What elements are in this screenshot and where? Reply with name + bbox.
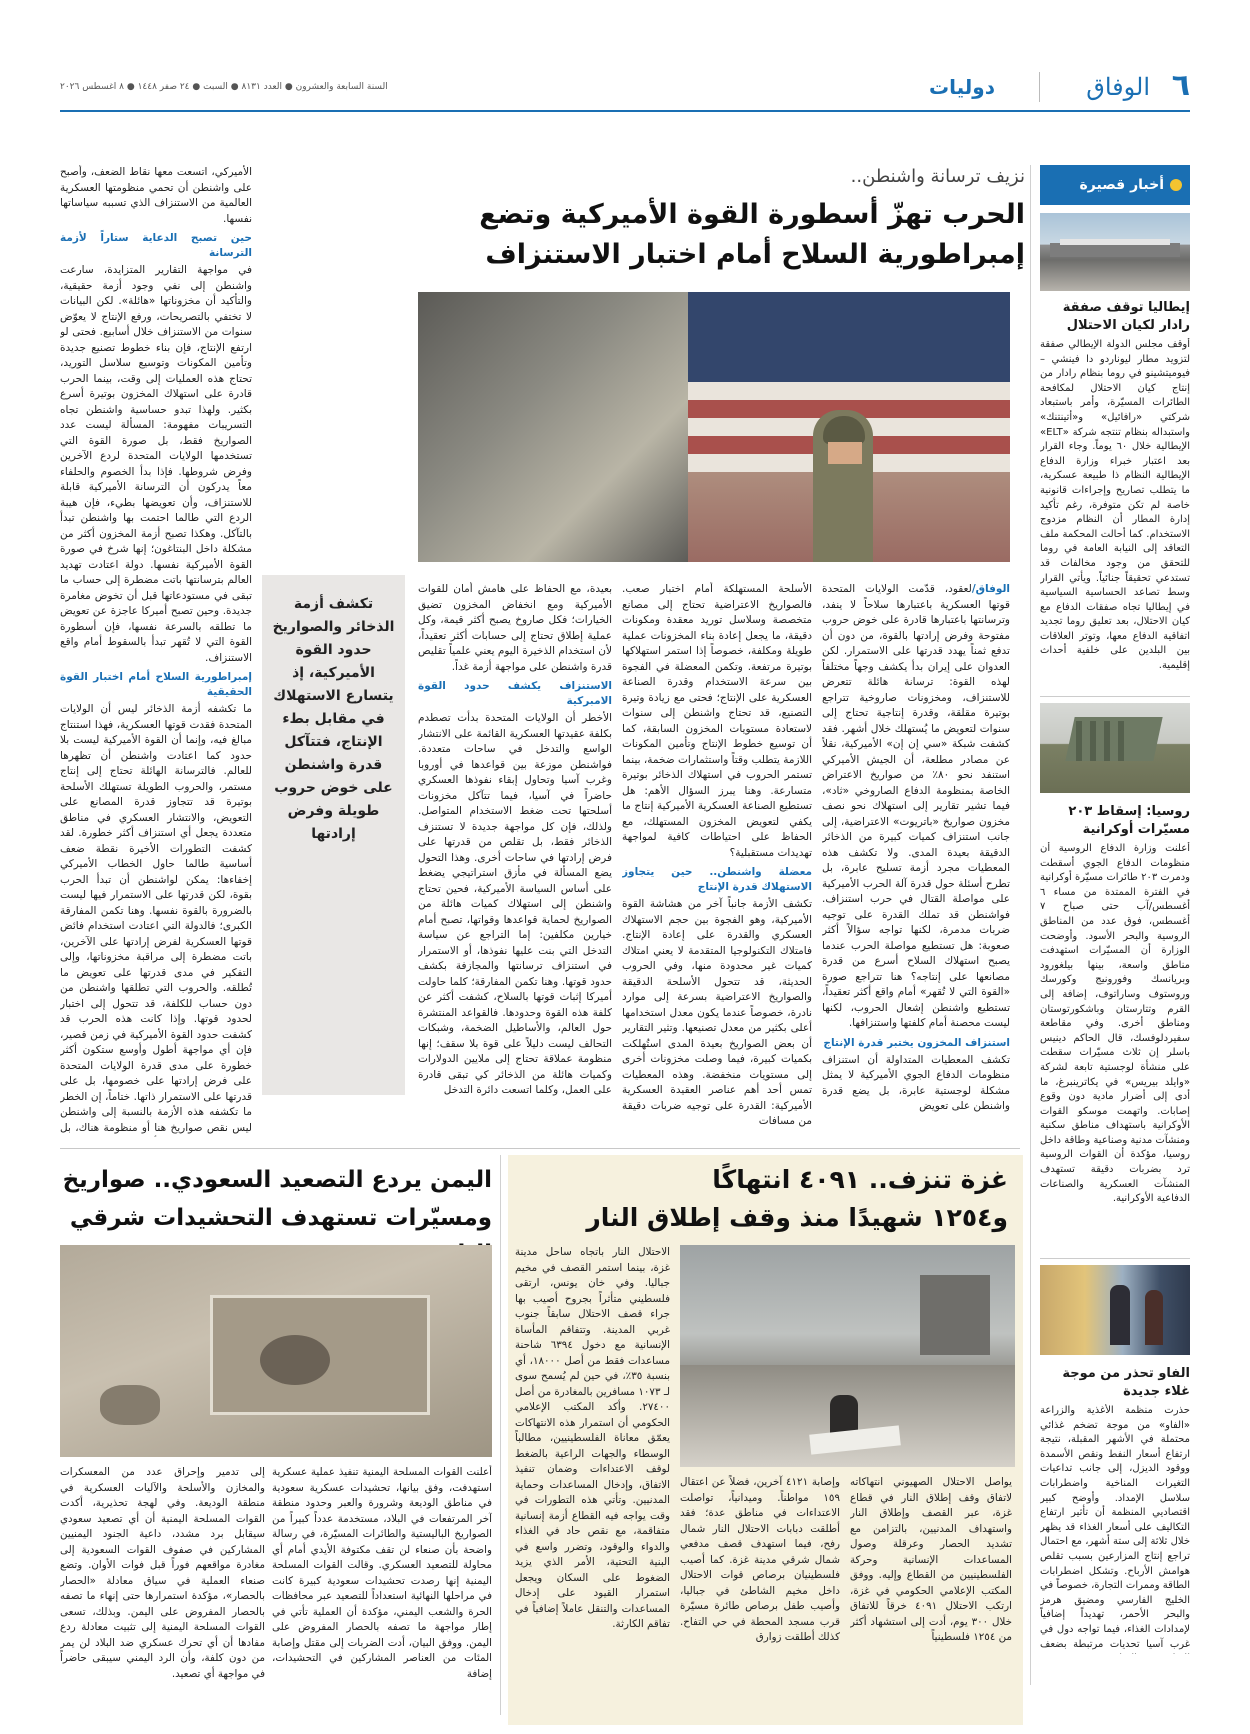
pullquote-box [262, 575, 405, 1095]
main-kicker: نزيف ترسانة واشنطن.. [850, 166, 1025, 187]
paragraph: وإصابة ٤١٢١ آخرين، فضلاً عن اعتقال ١٥٩ مواطناً. وميدانياً، تواصلت الاعتداءات في مناطق عدة؛ فقد أطلقت دبابات الاحتلال النار شمال رفح، فيما استهدف قصف مدفعي شمال شرقي مدينة غزة. كما أصيب فلسطينيان برصاص قوات الاحتلال داخل مخيم الشاطئ في جباليا، وأصيب طفل برصاص طائرة مسيّرة قرب مسجد المحطة في حي التفاح. كذلك أطلقت زوارق [680, 1476, 840, 1643]
subhead: معضلة واشنطن.. حين يتجاوز الاستهلاك قدرة الإنتاج [622, 866, 812, 893]
gaza-rubble-photo [680, 1245, 1015, 1467]
subhead: الاستنزاف يكشف حدود القوة الامبركية [418, 680, 612, 707]
gaza-column [850, 1475, 1012, 1700]
article-column [822, 582, 1010, 1142]
news-title: إيطاليا توقف صفقة رادار لكيان الاحتلال [1062, 300, 1190, 333]
subhead: استنزاف المخزون يختبر قدرة الإنتاج [823, 1036, 1010, 1049]
paragraph: إلى تدمير وإحراق عدد من المعسكرات والمخازن والأسلحة والآليات العسكرية في منطقة الوديعة. وفي لهجة تحذيرية، أكدت القوات المسلحة اليمنية أن أي تصعيد سعودي سيقابل برد مشدد، داعية الجنود اليمنيين المشاركين في صفوف القوات السعودية إلى مغادرة مواقعهم فوراً قبل فوات الأوان. وتضع صنعاء العملية في سياق معادلة «الحصار بالحصار»، مؤكدة استمرارها حتى إنهاء ما تصفه بالحصار المفروض على اليمن. وبذلك، تسعى القوات المسلحة اليمنية إلى تثبيت معادلة ردع مفادها أن أي تحرك عسكري ضد البلاد لن يمر من دون كلفة، وأن الرد اليمني سيبقى حاضراً في مواجهة أي تصعيد. [60, 1466, 265, 1680]
section-rule [60, 1148, 1020, 1149]
badge-dot-icon [1170, 179, 1182, 191]
subhead: إمبراطورية السلاح أمام اختبار القوة الحقيقية [60, 671, 252, 698]
gaza-column [680, 1475, 840, 1700]
soldier-us-flag-photo [418, 292, 1010, 562]
news-title: روسيا: إسقاط ٢٠٣ مسيّرات أوكرانية [1068, 804, 1190, 837]
byline: الوفاق/ [971, 583, 1010, 595]
paragraph: أعلنت القوات المسلحة اليمنية تنفيذ عملية عسكرية استهدفت، وفق بيانها، تحشيدات عسكرية سعودية في مناطق الوديعة وشرورة والعبر وحدود منطقة آخر المرتفعات في البلاد، مستخدمة عدداً كبيراً من الصواريخ الباليستية والطائرات المسيّرة، في رسالة واضحة بأن صنعاء لن تقف مكتوفة الأيدي أمام أي محاولة للتصعيد العسكري. وقالت القوات المسلحة اليمنية إنها رصدت تحشيدات سعودية كبيرة كانت في مراحلها النهائية استعداداً للتصعيد عبر محافظات الحرة والشعب اليمني، مؤكدة أن العملية تأتي في إطار مواجهة ما تصفه بالحصار المفروض على اليمن. ووفق البيان، أدت الضربات إلى مقتل وإصابة المئات من العناصر المشاركين في التحشيدات، إضافة [272, 1466, 492, 1680]
logo-divider [1039, 72, 1040, 102]
gaza-headline-line1: غزة تنزف.. ٤٠٩١ انتهاكًا [712, 1165, 1008, 1194]
gaza-column [515, 1245, 670, 1700]
paragraph: لعقود، قدّمت الولايات المتحدة قوتها العسكرية باعتبارها سلاحاً لا ينفد، وترسانتها باعتبارها قادرة على خوض حروب مفتوحة وفرض إرادتها بالقوة، من دون أن تدفع ثمناً يهدد قدرتها على الاستمرار. لكن العدوان على إيران بدأ يكشف وجهاً مختلفاً لهذه القوة: ترسانة هائلة تتعرض للاستنزاف، ومخزونات صاروخية تتراجع بوتيرة مقلقة، وقدرة إنتاجية تحتاج إلى سنوات لتعويض ما يُستهلك خلال أشهر. فقد كشفت شبكة «سي إن إن» الأميركية، نقلاً عن مصادر مطلعة، أن الجيش الأميركي استنفد نحو ٨٠٪ من صواريخ الاعتراض الخاصة بمنظومة الدفاع الصاروخي «ثاد»، فيما تشير تقارير إلى استهلاك نحو نصف مخزون صواريخ «باتريوت» الاعتراضية، إلى جانب استنزاف كميات كبيرة من الذخائر الدقيقة بعيدة المدى. ولا تكشف هذه المعطيات مجرد أزمة تسليح عابرة، بل تطرح أسئلة حول قدرة آلة الحرب الأميركية على مواصلة القتال في حرب استنزاف. فواشنطن قد تملك القدرة على توجيه ضربات مدمرة، لكنها تواجه سؤالاً أكثر صعوبة: هل تستطيع مواصلة الحرب عندما يصبح استهلاك السلاح أسرع من قدرة مصانعها على إنتاجه؟ هنا تتراجع صورة «القوة التي لا تُقهر» أمام واقع أكثر تعقيداً، تستطيع واشنطن إشعال الحروب، لكنها ليست محصنة أمام كلفتها واستنزافها. [822, 583, 1010, 1029]
yemen-column [272, 1465, 492, 1700]
paragraph: تكشف المعطيات المتداولة أن استنزاف منظومات الدفاع الجوي الأميركية لا يمثل مشكلة لوجستية عابرة، بل يضع قدرة واشنطن على تعويض [822, 1053, 1010, 1112]
article-column [60, 165, 252, 1137]
paragraph: الاحتلال النار باتجاه ساحل مدينة غزة، بينما استمر القصف في مخيم جباليا. وفي خان يونس، ارتقى فلسطيني متأثراً بجروح أصيب بها جراء قصف الاحتلال سابقاً جنوب غربي المدينة. وتتفاقم المأساة الإنسانية مع دخول ٦٣٩٤ شاحنة مساعدات فقط من أصل ١٨٠٠٠، أي بنسبة ٣٥٪، في حين لم يُسمح سوى لـ ١٠٧٣ مسافرين بالمغادرة من أصل ٢٧٤٠٠. وأكد المكتب الإعلامي الحكومي أن استمرار هذه الانتهاكات يعمّق معاناة الفلسطينيين، مطالباً الوسطاء والجهات الراعية بالضغط لوقف الاعتداءات وضمان تنفيذ الاتفاق، وإدخال المساعدات وحماية المدنيين. وتأتي هذه التطورات في وقت يواجه فيه القطاع أزمة إنسانية متفاقمة، مع نقص حاد في الغذاء والدواء والوقود، وتضرر واسع في البنية التحتية، الأمر الذي يزيد الضغوط على السكان ويجعل استمرار القيود على إدخال المساعدات والتنقل عاملاً إضافياً في تفاقم الكارثة. [515, 1246, 670, 1630]
article-column [418, 582, 612, 1142]
news-body: حذرت منظمة الأغذية والزراعة «الفاو» من موجة تضخم غذائي محتملة في الأشهر المقبلة، نتيجة ارتفاع أسعار النفط ونقص الأسمدة ووقود الديزل، إلى جانب تداعيات التغيرات المناخية واضطرابات سلاسل الإمداد. وأوضح كبير اقتصاديي المنظمة أن تأثير ارتفاع التكاليف على أسعار الغذاء قد يظهر خلال ثلاثة إلى ستة أشهر، مع احتمال تراجع إنتاج المزارعين بسبب تقلص هوامش الأرباح. وتشكل اضطرابات الطاقة وممرات التجارة، خصوصاً في الخليج الفارسي ومضيق هرمز والبحر الأحمر، تهديداً إضافياً لإمدادات الغذاء، فيما تواجه دول في غرب آسيا تحديات مرتبطة بضعف [1040, 1405, 1190, 1650]
section-title: دوليات [929, 75, 995, 99]
gaza-headline-line2: و١٢٥٤ شهيدًا منذ وقف إطلاق النار [586, 1203, 1008, 1232]
story-divider [500, 1155, 501, 1715]
article-column [622, 582, 812, 1142]
issue-line: السنة السابعة والعشرون ● العدد ٨١٣١ ● السبت ● ٢٤ صفر ١٤٤٨ ● ٨ اغسطس ٢٠٢٦ [60, 82, 388, 92]
subhead: حين تصبح الدعاية ستاراً لأزمة الترسانة [60, 232, 252, 259]
paragraph: الأخطر أن الولايات المتحدة بدأت تصطدم بكلفة عقيدتها العسكرية القائمة على الانتشار الواسع والتدخل في ساحات متعددة. فواشنطن موزعة بين قواعدها في أوروبا وغرب آسيا وتحاول إبقاء نفوذها العسكري حاضراً في آسيا، فيما تتآكل مخزونات أسلحتها تحت ضغط الاستخدام المتواصل. ولذلك، فإن كل مواجهة جديدة لا تستنزف الذخائر فقط، بل تقلص من قدرتها على فرض إرادتها في ساحات أخرى. وهذا التحول يضع المسألة في مأزق استراتيجي يضغط على أساس السياسة الأميركية، فحين تحتاج واشنطن إلى استهلاك كميات هائلة من الصواريخ لحماية قواعدها وقواتها، تصبح أمام خيارين مكلفين: إما التراجع عن سياسة التدخل التي بنت عليها نفوذها، أو الاستمرار في استنزاف ترسانتها والمجازفة بكشف حدود قوتها. وهنا تكمن المفارقة؛ كلما حاولت أميركا إثبات قوتها بالسلاح، كشفت أكثر عن كلفة هذه القوة وحدودها. فالقواعد المنتشرة حول العالم، والأساطيل الضخمة، وشبكات التحالف ليست دليلاً على قوة بلا سقف؛ إنها منظومة عملاقة تحتاج إلى ملايين الدولارات وكميات هائلة من الذخائر كي تبقى قادرة على العمل، وكلما اتسعت دائرة التدخل [418, 712, 612, 1096]
short-news-badge [1040, 165, 1190, 205]
badge-label: أخبار قصيرة [1079, 177, 1164, 193]
news-body: أعلنت وزارة الدفاع الروسية أن منظومات الدفاع الجوي أسقطت ودمرت ٢٠٣ طائرات مسيّرة أوكرانية في الفترة الممتدة من مساء ٦ أغسطس/آب حتى صباح ٧ أغسطس، فوق عدد من المناطق الروسية والبحر الأسود. وأوضحت الوزارة أن المسيّرات استهدفت مناطق واسعة، بينها بيلغورود وبريانسك وفورونيج وكورسك وروستوف وساراتوف، إضافة إلى القرم وتتارستان وباشكورتوستان ومناطق أخرى. وفي مقاطعة سفيردلوفسك، قال الحاكم دينيس باسلر إن ثلاث مسيّرات سقطت على منشأة لوجستية تابعة لشركة «وايلد بيريس» في يكاترينبرغ، ما أدى إلى أضرار مادية دون وقوع إصابات. واتهمت موسكو القوات الأوكرانية باستهداف مناطق سكنية ومنشآت مدنية وصناعية وطاقة داخل روسيا، مؤكدة أن القوات الروسية ترد بضربات دقيقة تستهدف المنشآت العسكرية والصناعات الدفاعية الأوكرانية. [1040, 843, 1190, 1205]
news-body: أوقف مجلس الدولة الإيطالي صفقة لتزويد مطار ليوناردو دا فينشي – فيوميتشينو في روما بنظام رادار من إنتاج كيان الاحتلال لمكافحة الطائرات المسيّرة، وأمر باستبعاد شركتي «رافائيل» و«أتينتنك» واستبداله بنظام تنتجه شركة «ELT» الإيطالية خلال ٦٠ يوماً. وجاء القرار بعد اعتبار خبراء وزارة الدفاع الإيطالية النظام ذا طبيعة عسكرية، ما يتطلب تصاريح وإجراءات قانونية خاصة لم تكن متوفرة، رغم تأكيد إدارة المطار أن النظام مزدوج الاستخدام. كما أحالت المحكمة ملف التعاقد إلى النيابة العامة في روما للتحقق من وجود مخالفات قد تستدعي تحقيقاً جنائياً. ويأتي القرار وسط تصاعد الحساسية السياسية في إيطاليا تجاه صفقات الدفاع مع كيان الاحتلال، بعد تعليق روما تجديد اتفاقية الدفاع معها، وتوتر العلاقات بين البلدين على خلفية أحداث إقليمية. [1040, 339, 1190, 672]
newspaper-logo: الوفاق [1086, 73, 1150, 101]
paragraph: الأسلحة المستهلكة أمام اختبار صعب. فالصواريخ الاعتراضية تحتاج إلى مصانع متخصصة وسلاسل توريد معقدة ومكونات دقيقة، ما يجعل إعادة بناء المخزونات عملية طويلة ومكلفة، خصوصاً إذا استمر استهلاكها بوتيرة مرتفعة. وتكمن المعضلة في الفجوة بين سرعة الاستخدام وقدرة الصناعة العسكرية على الإنتاج؛ فحتى مع زيادة وتيرة التصنيع، قد تحتاج واشنطن إلى سنوات لاستعادة مستويات المخزون السابقة، كما أن توسيع خطوط الإنتاج وتأمين المكونات اللازمة يتطلب وقتاً واستثمارات ضخمة، بينما تستمر الحروب في استهلاك الذخائر بوتيرة متسارعة. وهنا يبرز السؤال الأهم: هل تستطيع الصناعة العسكرية الأميركية إنتاج ما يكفي لتعويض المخزون المستهلك، مع الحفاظ على احتياطات كافية لمواجهة تهديدات مستقبلية؟ [622, 583, 812, 859]
yemen-aerial-photo [60, 1245, 492, 1457]
page-header [60, 68, 1190, 108]
paragraph: بعيدة، مع الحفاظ على هامش أمان للقوات الأميركية ومع انخفاض المخزون تضيق الخيارات؛ فكل صاروخ يصبح أكثر قيمة، وكل عملية إطلاق تحتاج إلى حسابات أكثر تعقيداً، لأن استخدام الذخيرة اليوم يعني علمياً تقليص قدرة واشنطن على مواجهة أزمة غداً. [418, 583, 612, 673]
paragraph: يواصل الاحتلال الصهيوني انتهاكاته لاتفاق وقف إطلاق النار في قطاع غزة، عبر القصف وإطلاق النار واستهداف المدنيين، بالتزامن مع تشديد الحصار وعرقلة وصول المساعدات الإنسانية وحركة الفلسطينيين من القطاع وإليه. ووفق المكتب الإعلامي الحكومي في غزة، ارتكب الاحتلال ٤٠٩١ خرقاً للاتفاق خلال ٣٠٠ يوم، أدت إلى استشهاد أكثر من ١٢٥٤ فلسطينياً [850, 1476, 1012, 1643]
yemen-headline-line2: ومسيّرات تستهدف التحشيدات شرقي [69, 1205, 492, 1231]
pullquote-text: تكشف أزمة الذخائر والصواريخ حدود القوة الأميركية، إذ يتسارع الاستهلاك في مقابل بطء الإنتاج، فتتآكل قدرة واشنطن على خوض حروب طويلة وفرض إرادتها [272, 596, 395, 842]
page-number: ٦ [1171, 68, 1190, 103]
paragraph: الأميركي، اتسعت معها نقاط الضعف، وأصبح على واشنطن أن تحمي منظومتها العسكرية العالمية من الاستنزاف الذي تسببه سياساتها نفسها. [60, 166, 252, 225]
main-headline: الحرب تهزّ أسطورة القوة الأميركية وتضع إمبراطورية السلاح أمام اختبار الاستنزاف [479, 199, 1025, 270]
short-news-sidebar [1040, 165, 1190, 1685]
header-rule [60, 110, 1190, 112]
yemen-column [60, 1465, 265, 1700]
paragraph: ما تكشفه أزمة الذخائر ليس أن الولايات المتحدة فقدت قوتها العسكرية، فهذا استنتاج مبالغ فيه، وإنما أن القوة الأميركية ليست بلا حدود كما اعتادت واشنطن أن تظهرها للعالم. فالترسانة الهائلة تحتاج إلى إنتاج مستمر، والحروب الطويلة تستهلك الأسلحة بوتيرة قد تتجاوز قدرة المصانع على التعويض، والانتشار العسكري في مناطق متعددة يجعل أي استنزاف أكثر خطورة. لقد كشفت التطورات الأخيرة نقطة ضعف أساسية طالما حاول الخطاب الأميركي إخفاءها: يمكن لواشنطن أن تبدأ الحرب بقوة، لكن قدرتها على الاستمرار فيها ليست بالضرورة بالقوة نفسها. وهنا تكمن المفارقة الكبرى؛ فالدولة التي اعتادت استخدام فائض قوتها العسكرية لفرض إرادتها على الآخرين، باتت مضطرة إلى مراقبة مخزوناتها، وإلى التفكير في مدى قدرتها على تعويض ما تُطلقه. والحروب التي تطلقها واشنطن من دون حساب للكلفة، قد تتحول إلى اختبار لحدود قوتها. وإذا كانت هذه الحرب قد كشفت حدود القوة الأميركية في زمن قصير، فإن أي مواجهة أطول وأوسع ستكون أكثر خطورة على مدى قدرة الولايات المتحدة على فرض إرادتها على خصومها، بل على قدرتها على الاستمرار ذاتها. ختاماً، إن الخطر ما تكشفه هذه الأزمة بالنسبة إلى واشنطن ليس نقص صواريخ هنا أو منظومة هناك، بل [60, 703, 252, 1134]
missile-launcher-photo [1040, 703, 1190, 793]
yemen-headline-line1: اليمن يردع التصعيد السعودي.. صواريخ [62, 1167, 492, 1193]
sidebar-divider [1030, 165, 1031, 1685]
news-title: الفاو تحذر من موجة غلاء جديدة [1062, 1366, 1190, 1399]
airport-photo [1040, 213, 1190, 291]
paragraph: تكشف الأزمة جانباً آخر من هشاشة القوة الأميركية، وهو الفجوة بين حجم الاستهلاك العسكري والقدرة على إعادة الإنتاج. فامتلاك التكنولوجيا المتقدمة لا يعني امتلاك كميات غير محدودة منها، وفي الحروب الحديثة، قد تتحول الأسلحة الدقيقة والصواريخ الاعتراضية بسرعة إلى موارد نادرة، خصوصاً عندما يكون معدل استخدامها أعلى بكثير من معدل تصنيعها. وتثير التقارير أن بعض الصواريخ بعيدة المدى استُهلكت بكميات كبيرة، فيما وصلت مخزونات أخرى إلى مستويات منخفضة. وهذه المعطيات تمس أحد أهم عناصر العقيدة العسكرية الأميركية: القدرة على توجيه ضربات دقيقة من مسافات [622, 898, 812, 1127]
paragraph: في مواجهة التقارير المتزايدة، سارعت واشنطن إلى نفي وجود أزمة حقيقية، والتأكيد أن مخزوناتها «هائلة». لكن البيانات لا تختفي بالتصريحات، ورفع الإنتاج لا يعوّض سنوات من الاستنزاف خلال أسابيع. فحتى لو ارتفع الإنتاج، فإن بناء خطوط تصنيع جديدة وتأمين المكونات وتوسيع سلاسل التوريد، تحتاج هذه العمليات إلى وقت، بينما الحرب قادرة على استهلاك المخزون بوتيرة أسرع بكثير. ولهذا تبدو حساسية واشنطن تجاه التسريبات مفهومة: المسألة ليست عدد الصواريخ فقط، بل صورة القوة التي تستخدمها الولايات المتحدة لردع الآخرين وفرض شروطها. فإذا بدأ الخصوم والحلفاء معاً يدركون أن الترسانة الأميركية قابلة للاستنزاف، وأن تعويضها بطيء، فإن هيبة الردع التي طالما احتمت بها واشنطن تبدأ بالتآكل. وهكذا تصبح أزمة المخزون أكثر من مشكلة داخل البنتاغون؛ إنها شرخ في صورة القوة الأميركية نفسها. دولة اعتادت تهديد العالم بترسانتها باتت مضطرة إلى حساب ما تبقى في مستودعاتها قبل أن تخوض مغامرة جديدة. وحين تصبح أميركا عاجزة عن تعويض ما تطلقه بالسرعة نفسها، فإن أسطورة القوة التي لا تُقهر تبدأ بالسقوط أمام واقع الاستنزاف. [60, 264, 252, 664]
market-photo [1040, 1265, 1190, 1355]
